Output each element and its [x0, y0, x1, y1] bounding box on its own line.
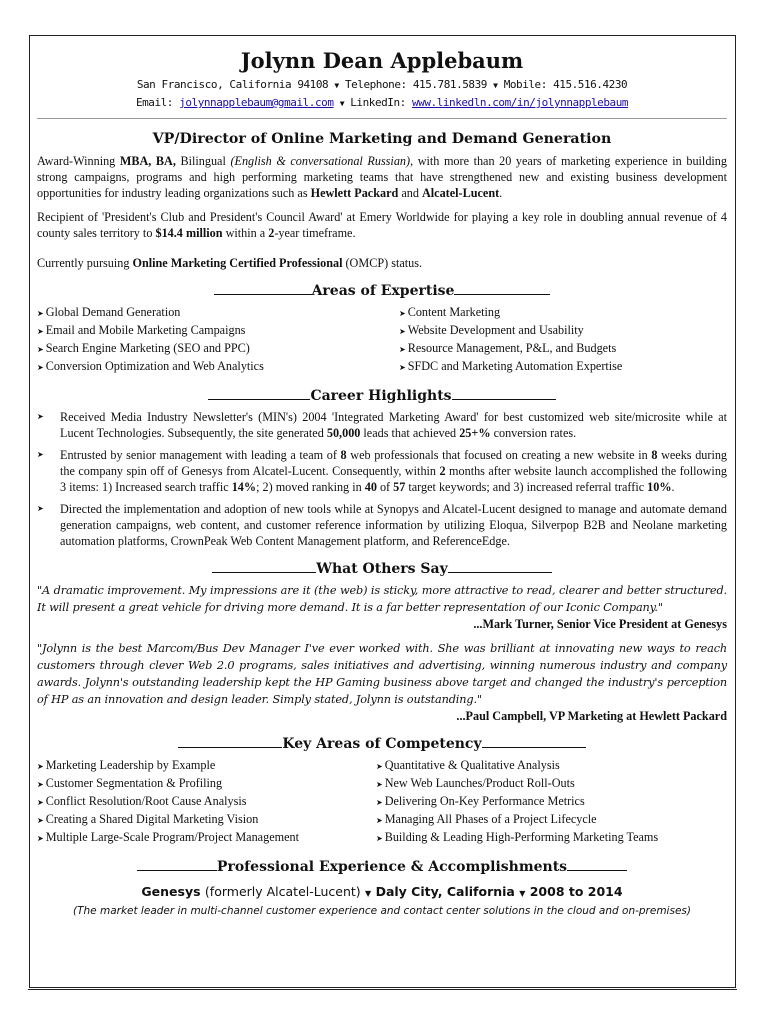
email-link[interactable]: jolynnapplebaum@gmail.com [179, 96, 334, 109]
company-dates: 2008 to 2014 [529, 884, 623, 899]
summary-paragraph-2: Recipient of 'President's Club and President's Council Award' at Emery Worldwide for playing a key role in doubling annual revenue of 4 county sales territory to $14.4 million within a 2-year timeframe. [37, 210, 727, 240]
list-item: ➤ Building & Leading High-Performing Marketing Teams [376, 829, 727, 847]
list-item: ➤ Search Engine Marketing (SEO and PPC) [37, 340, 399, 358]
list-item: ➤ Email and Mobile Marketing Campaigns [37, 322, 399, 340]
candidate-name: Jolynn Dean Applebaum [240, 48, 524, 73]
bullet-arrow-icon: ➤ [37, 412, 44, 421]
highlight-item: ➤ Received Media Industry Newsletter's (MIN's) 2004 'Integrated Marketing Award' for best customized web site/microsite while at Lucent Technologies. Subsequently, the site generated 50,000 leads that achieved 25+% conversion rates. [37, 410, 727, 440]
list-item: ➤ Customer Segmentation & Profiling [37, 775, 376, 793]
list-item: ➤ Website Development and Usability [399, 322, 727, 340]
competency-list [37, 757, 727, 847]
telephone-label: Telephone: [344, 78, 407, 91]
testimonial-quote: "A dramatic improvement. My impressions are it (the web) is sticky, more attractive to read, clearer and better structured. It will present a great vehicle for driving more demand. It is a far better representation of our Iconic Company." [37, 584, 727, 614]
section-title-highlights: Career Highlights [37, 386, 727, 406]
contact-line-1 [37, 76, 727, 94]
list-item: ➤ Managing All Phases of a Project Lifecycle [376, 811, 727, 829]
separator-triangle-icon: ▼ [493, 81, 498, 90]
separator-triangle-icon: ▼ [519, 889, 526, 898]
list-item: ➤ Global Demand Generation [37, 304, 399, 322]
list-item: ➤ Delivering On-Key Performance Metrics [376, 793, 727, 811]
list-item: ➤ Conflict Resolution/Root Cause Analysis [37, 793, 376, 811]
section-title-expertise: Areas of Expertise [37, 281, 727, 301]
headline: VP/Director of Online Marketing and Demand Generation [152, 131, 612, 147]
separator-triangle-icon: ▼ [339, 99, 345, 108]
list-item: ➤ Conversion Optimization and Web Analytics [37, 358, 399, 376]
section-title-experience: Professional Experience & Accomplishments [37, 857, 727, 877]
list-item: ➤ Resource Management, P&L, and Budgets [399, 340, 727, 358]
list-item: ➤ New Web Launches/Product Roll-Outs [376, 775, 727, 793]
linkedin-link[interactable]: www.linkedln.com/in/jolynnapplebaum [412, 96, 629, 109]
separator-triangle-icon: ▼ [365, 889, 372, 898]
mobile-label: Mobile: [503, 78, 547, 91]
location: San Francisco, California 94108 [136, 78, 329, 91]
separator-triangle-icon: ▼ [334, 81, 339, 90]
contact-line-2 [37, 94, 727, 112]
list-item: ➤ Multiple Large-Scale Program/Project Management [37, 829, 376, 847]
list-item: ➤ SFDC and Marketing Automation Expertise [399, 358, 727, 376]
linkedin-label: LinkedIn: [350, 96, 406, 109]
testimonial-attribution: ...Paul Campbell, VP Marketing at Hewlett Packard [456, 709, 727, 723]
company-tagline: (The market leader in multi-channel customer experience and contact center solutions in the cloud and on-premises) [73, 905, 691, 917]
list-item: ➤ Quantitative & Qualitative Analysis [376, 757, 727, 775]
summary-paragraph-1: Award-Winning MBA, BA, Bilingual (English & conversational Russian), with more than 20 years of marketing experience in building strong campaigns, programs and high performing marketing teams that have strengthened new and existing business development opportunities for industry leading organizations such as Hewlett Packard and Alcatel-Lucent. [37, 154, 727, 200]
company-name: Genesys [141, 884, 201, 899]
list-item: ➤ Marketing Leadership by Example [37, 757, 376, 775]
testimonial-attribution: ...Mark Turner, Senior Vice President at Genesys [473, 617, 727, 631]
mobile: 415.516.4230 [553, 78, 628, 91]
list-item: ➤ Content Marketing [399, 304, 727, 322]
telephone: 415.781.5839 [412, 78, 487, 91]
testimonial-quote: "Jolynn is the best Marcom/Bus Dev Manager I've ever worked with. She was brilliant at innovating new ways to reach customers through clever Web 2.0 programs, sales initiatives and advertising, winning numerous industry and company awards. Jolynn's outstanding leadership kept the HP Gaming business above target and changed the industry's perception of HP as an innovation and design leader. Simply stated, Jolynn is outstanding." [37, 642, 727, 706]
highlight-item: ➤ Entrusted by senior management with leading a team of 8 web professionals that focused on creating a new website in 8 weeks during the company spin off of Genesys from Alcatel-Lucent. Consequently, within 2 months after website launch accomplished the following 3 items: 1) Increased search traffic 14%; 2) moved ranking in 40 of 57 target keywords; and 3) increased referral traffic 10%. [37, 448, 728, 494]
company-line [37, 883, 727, 903]
highlight-item: ➤ Directed the implementation and adoption of new tools while at Synopys and Alcatel-Lucent designed to manage and automate demand generation campaigns, web content, and customer reference information by utilizing Eloqua, Silverpop B2B and Neolane marketing automation platforms, CrownPeak Web Content Management platform, and ReferenceEdge. [37, 502, 727, 548]
expertise-list [37, 304, 727, 376]
bullet-arrow-icon: ➤ [37, 450, 44, 459]
bullet-arrow-icon: ➤ [37, 504, 44, 513]
email-label: Email: [135, 96, 173, 109]
summary-paragraph-3: Currently pursuing Online Marketing Certified Professional (OMCP) status. [37, 256, 423, 270]
list-item: ➤ Creating a Shared Digital Marketing Vision [37, 811, 376, 829]
resume-page [29, 35, 736, 988]
company-city: Daly City, California [375, 884, 515, 899]
header-divider [37, 118, 727, 119]
company-former-name: (formerly Alcatel-Lucent) [204, 884, 361, 899]
section-title-competency: Key Areas of Competency [37, 734, 727, 754]
section-title-testimonials: What Others Say [37, 559, 727, 579]
